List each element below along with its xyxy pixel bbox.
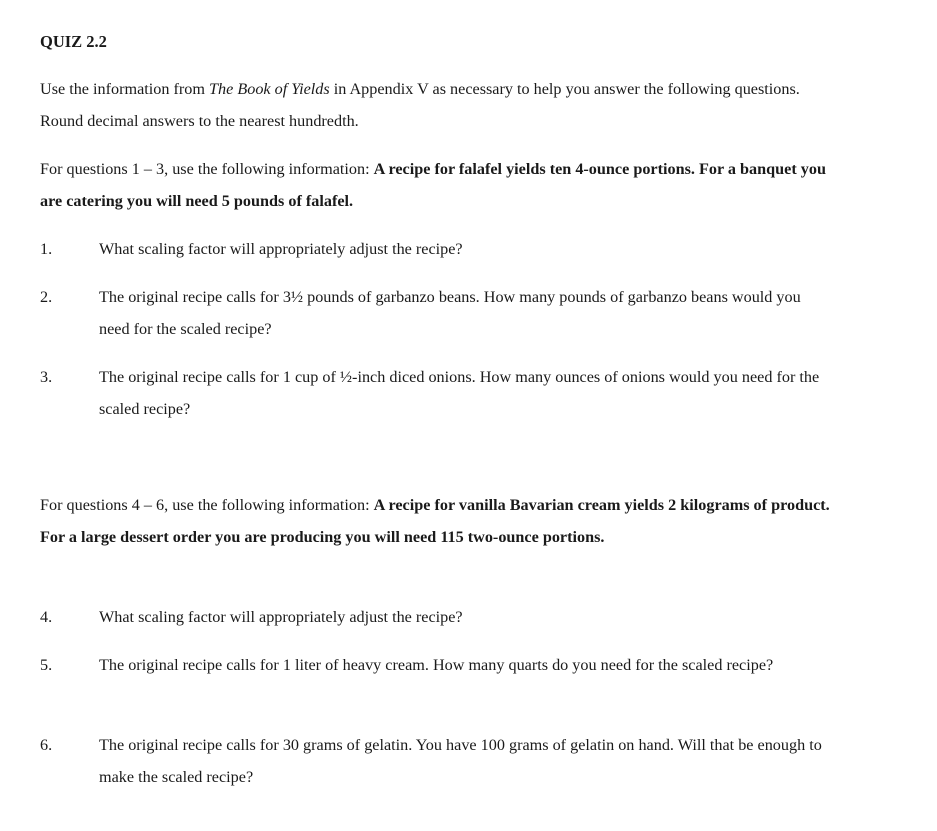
question-text: The original recipe calls for 1 liter of heavy cream. How many quarts do you need for the scaled recipe?: [99, 656, 774, 674]
instructions-text-start: Use the information from: [40, 80, 210, 98]
group-2-recipe-info: A recipe for vanilla Bavarian cream yields 2 kilograms of product. For a large dessert order you are producing you will need 115 two-ounce portions.: [40, 496, 830, 546]
question-text: The original recipe calls for 3½ pounds of garbanzo beans. How many pounds of garbanzo beans would you need for the scaled recipe?: [99, 288, 801, 338]
question-group-1-info: [40, 153, 830, 217]
question-number: 1.: [40, 240, 53, 258]
group-1-lead: For questions 1 – 3, use the following information:: [40, 160, 374, 178]
question-number: 5.: [40, 656, 53, 674]
question-text: What scaling factor will appropriately adjust the recipe?: [99, 240, 463, 258]
question-group-2-info: [40, 489, 830, 553]
question-text: The original recipe calls for 1 cup of ½-inch diced onions. How many ounces of onions would you need for the scaled recipe?: [99, 368, 820, 418]
group-1-recipe-info: A recipe for falafel yields ten 4-ounce portions. For a banquet you are catering you will need 5 pounds of falafel.: [40, 160, 826, 210]
quiz-instructions: [40, 73, 830, 137]
question-number: 6.: [40, 736, 53, 754]
question-number: 3.: [40, 368, 53, 386]
question-text: What scaling factor will appropriately adjust the recipe?: [99, 608, 463, 626]
quiz-title: QUIZ 2.2: [40, 32, 107, 51]
instructions-text-end: in Appendix V as necessary to help you answer the following questions. Round decimal answers to the nearest hundredth.: [40, 80, 800, 130]
group-2-lead: For questions 4 – 6, use the following information:: [40, 496, 374, 514]
question-text: The original recipe calls for 30 grams of gelatin. You have 100 grams of gelatin on hand. Will that be enough to make the scaled recipe?: [99, 736, 822, 786]
question-number: 4.: [40, 608, 53, 626]
book-title: The Book of Yields: [209, 80, 330, 98]
question-number: 2.: [40, 288, 53, 306]
